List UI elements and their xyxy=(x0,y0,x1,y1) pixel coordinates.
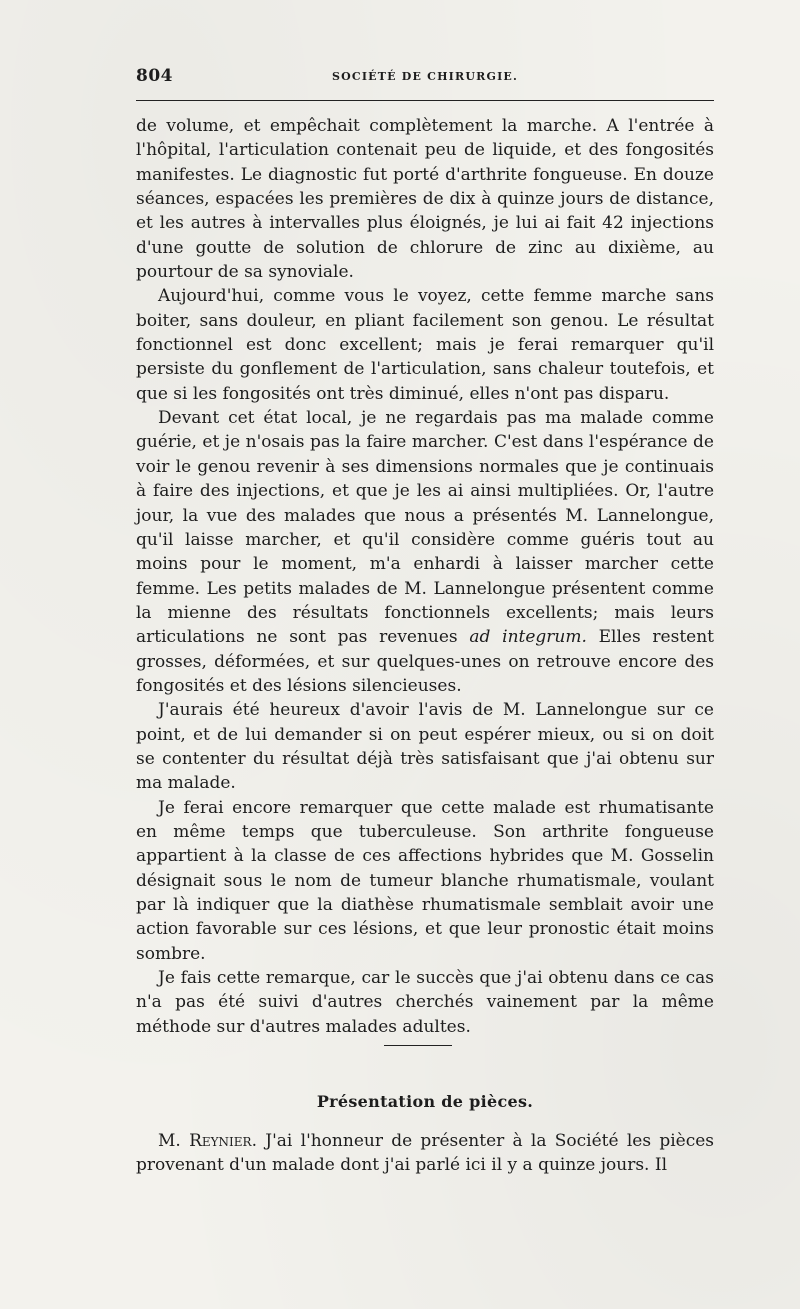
section-text xyxy=(136,1129,714,1178)
page-number: 804 xyxy=(136,66,173,86)
paragraph-3-continuation: Elles restent grosses, déformées, et sur quelques-unes on retrouve encore des fongosités et des lésions silencieuses. xyxy=(136,627,715,696)
section-title: Présentation de pièces. xyxy=(316,1092,534,1111)
paragraph-4: J'aurais été heureux d'avoir l'avis de M. Lannelongue sur ce point, et de lui demander si on peut espérer mieux, ou si on doit se contenter du résultat déjà très satisfaisant que j'ai obtenu sur ma malade. xyxy=(136,700,714,794)
paragraph-1: de volume, et empêchait complètement la marche. A l'entrée à l'hôpital, l'articulation contenait peu de liquide, et des fongosités manifestes. Le diagnostic fut porté d'arthrite fongueuse. En douze séances, espacées les premières de dix à quinze jours de distance, et les autres à intervalles plus éloignés, je lui ai fait 42 injections d'une goutte de solution de chlorure de zinc au dixième, au pourtour de sa synoviale. xyxy=(136,116,714,283)
section-paragraph-text: J'ai l'honneur de présenter à la Société les pièces provenant d'un malade dont j'ai parlé ici il y a quinze jours. Il xyxy=(136,1131,715,1176)
paragraph-5: Je ferai encore remarquer que cette malade est rhumatisante en même temps que tuberculeuse. Son arthrite fongueuse appartient à la classe de ces affections hybrides que M. Gosselin désignait sous le nom de tumeur blanche rhumatismale, voulant par là indiquer que la diathèse rhumatismale semblait avoir une action favorable sur ces lésions, et que leur pronostic était moins sombre. xyxy=(136,797,714,964)
page-header xyxy=(136,62,714,92)
running-title: SOCIÉTÉ DE CHIRURGIE. xyxy=(331,70,519,83)
paragraph-3-text: Devant cet état local, je ne regardais pas ma malade comme guérie, et je n'osais pas la faire marcher. C'est dans l'espérance de voir le genou revenir à ses dimensions normales que je continuais à faire des injections, et que je les ai ainsi multipliées. Or, l'autre jour, la vue des malades que nous a présentés M. Lannelongue, qu'il laisse marcher, et qu'il considère comme guéris tout au moins pour le moment, m'a enhardi à laisser marcher cette femme. Les petits malades de M. Lannelongue présentent comme la mienne des résultats fonctionnels excellents; mais leurs articulations ne sont pas revenues xyxy=(136,408,714,648)
section-divider xyxy=(384,1045,452,1046)
header-rule xyxy=(136,100,714,101)
paragraph-3 xyxy=(136,406,714,698)
section-paragraph xyxy=(136,1129,714,1178)
italic-phrase: ad integrum. xyxy=(469,627,587,648)
paragraph-6: Je fais cette remarque, car le succès que j'ai obtenu dans ce cas n'a pas été suivi d'autres cherchés vainement par la même méthode sur d'autres malades adultes. xyxy=(136,968,714,1037)
body-text xyxy=(136,114,714,1039)
speaker-name: M. Reynier. xyxy=(158,1131,258,1151)
paragraph-2: Aujourd'hui, comme vous le voyez, cette femme marche sans boiter, sans douleur, en pliant facilement son genou. Le résultat fonctionnel est donc excellent; mais je ferai remarquer qu'il persiste du gonflement de l'articulation, sans chaleur toutefois, et que si les fongosités ont très diminué, elles n'ont pas disparu. xyxy=(136,286,714,404)
